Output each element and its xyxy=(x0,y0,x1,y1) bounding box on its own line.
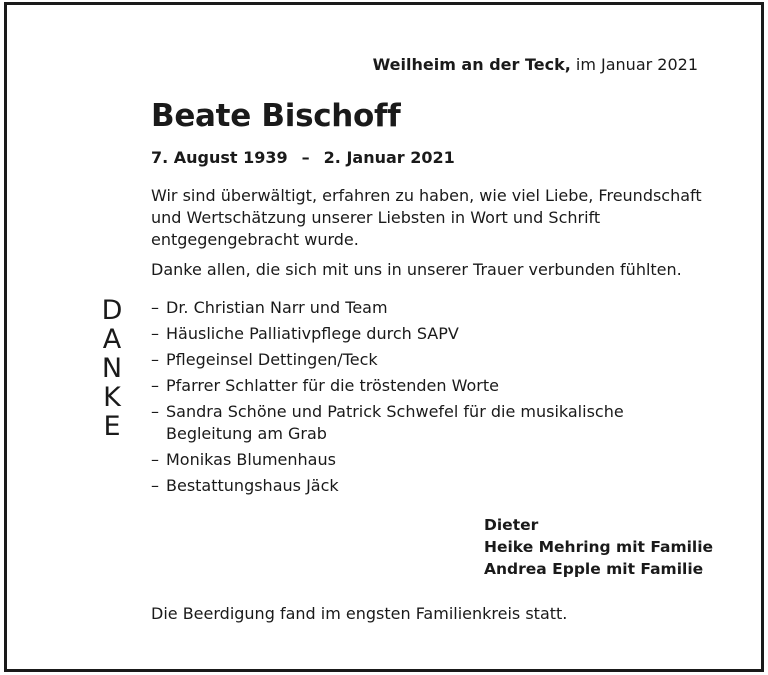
list-item-text: Sandra Schöne und Patrick Schwefel für die musikalische Begleitung am Grab xyxy=(166,402,624,443)
list-item-text: Dr. Christian Narr und Team xyxy=(166,298,388,317)
signature-line: Heike Mehring mit Familie xyxy=(484,538,714,556)
danke-letter: K xyxy=(103,382,121,413)
notice-date: im Januar 2021 xyxy=(575,55,698,74)
list-item-text: Monikas Blumenhaus xyxy=(166,449,336,469)
list-item xyxy=(151,475,711,497)
intro-paragraph: Wir sind überwältigt, erfahren zu haben, wie viel Liebe, Freundschaft und Wertschätzung unserer Liebsten in Wort und Schrift entgegengebracht wurde. xyxy=(151,186,702,249)
thanks-list xyxy=(151,297,711,501)
list-item-text: Pflegeinsel Dettingen/Teck xyxy=(166,350,378,369)
danke-letter: A xyxy=(102,324,122,355)
signature-line: Dieter xyxy=(484,516,539,534)
list-dash: – xyxy=(151,449,159,469)
place: Weilheim an der Teck, xyxy=(372,55,571,74)
thanks-paragraph: Danke allen, die sich mit uns in unserer Trauer verbunden fühlten. xyxy=(151,260,682,279)
death-date: 2. Januar 2021 xyxy=(323,148,455,167)
list-item-text: Häusliche Palliativpflege durch SAPV xyxy=(166,324,459,343)
list-item-text: Bestattungshaus Jäck xyxy=(166,475,339,495)
list-item-text: Pfarrer Schlatter für die tröstenden Worte xyxy=(166,376,499,395)
signature-line: Andrea Epple mit Familie xyxy=(484,560,704,578)
list-dash: – xyxy=(151,350,159,369)
deceased-name: Beate Bischoff xyxy=(151,98,401,134)
list-item xyxy=(151,375,711,397)
list-dash: – xyxy=(151,324,159,343)
list-item xyxy=(151,297,711,319)
list-dash: – xyxy=(151,475,159,495)
danke-vertical-word xyxy=(97,296,127,441)
danke-letter: E xyxy=(103,411,121,442)
place-date-line xyxy=(373,55,698,74)
signatures xyxy=(484,514,713,580)
burial-note: Die Beerdigung fand im engsten Familienkreis statt. xyxy=(151,604,568,623)
list-dash: – xyxy=(151,402,159,421)
danke-letter: N xyxy=(101,353,123,384)
birth-date: 7. August 1939 xyxy=(151,148,288,167)
date-separator: – xyxy=(301,148,310,167)
list-item xyxy=(151,323,711,345)
list-item xyxy=(151,449,711,471)
list-item xyxy=(151,349,711,371)
list-dash: – xyxy=(151,376,159,395)
list-item xyxy=(151,401,711,444)
danke-letter: D xyxy=(101,295,123,326)
list-dash: – xyxy=(151,298,159,317)
life-dates xyxy=(151,148,455,167)
